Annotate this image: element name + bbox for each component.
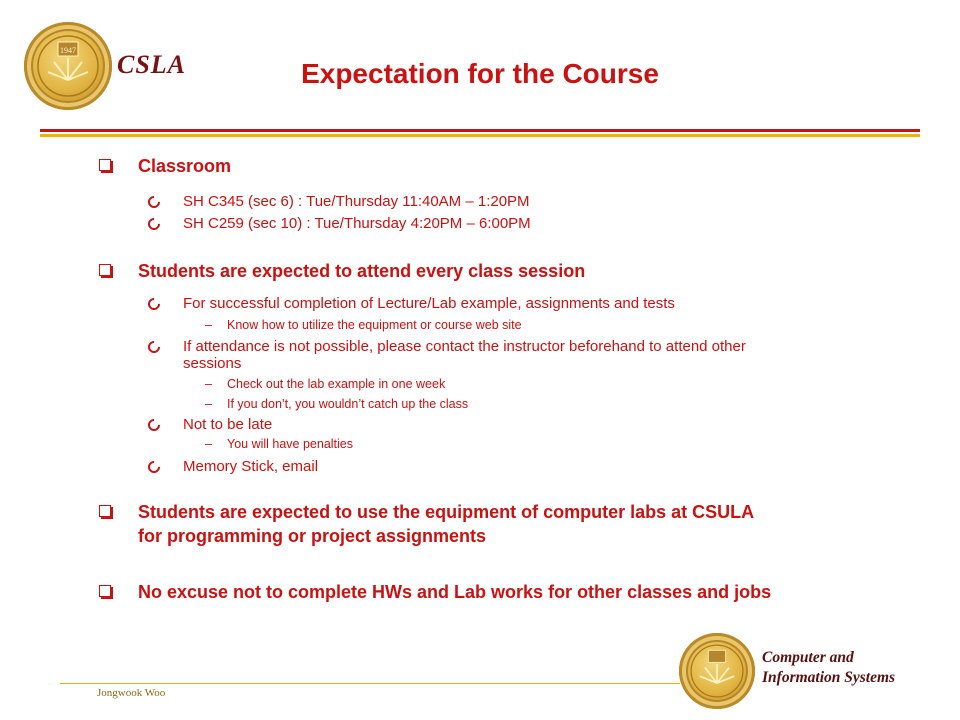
- round-bullet-icon: [148, 341, 160, 352]
- title-divider: [40, 129, 920, 137]
- bullet-label: Students are expected to attend every class session: [138, 261, 586, 281]
- checkbox-bullet-icon: [99, 585, 111, 597]
- bullet-label: Classroom: [138, 156, 232, 176]
- department-seal-logo: [679, 633, 755, 709]
- round-bullet-icon: [148, 196, 160, 207]
- checkbox-bullet-icon: [99, 505, 111, 517]
- checkbox-bullet-icon: [99, 264, 111, 276]
- page-title: Expectation for the Course: [301, 58, 659, 89]
- round-bullet-icon: [148, 419, 160, 430]
- author-name: Jongwook Woo: [97, 687, 166, 699]
- brand-logo-text: CSLA: [117, 50, 187, 79]
- round-bullet-icon: [148, 461, 160, 472]
- round-bullet-icon: [148, 298, 160, 309]
- checkbox-bullet-icon: [99, 159, 111, 171]
- round-bullet-icon: [148, 218, 160, 229]
- department-name: Computer and Information Systems: [762, 649, 896, 686]
- svg-text:1947: 1947: [60, 46, 76, 55]
- footer-divider: [60, 683, 680, 684]
